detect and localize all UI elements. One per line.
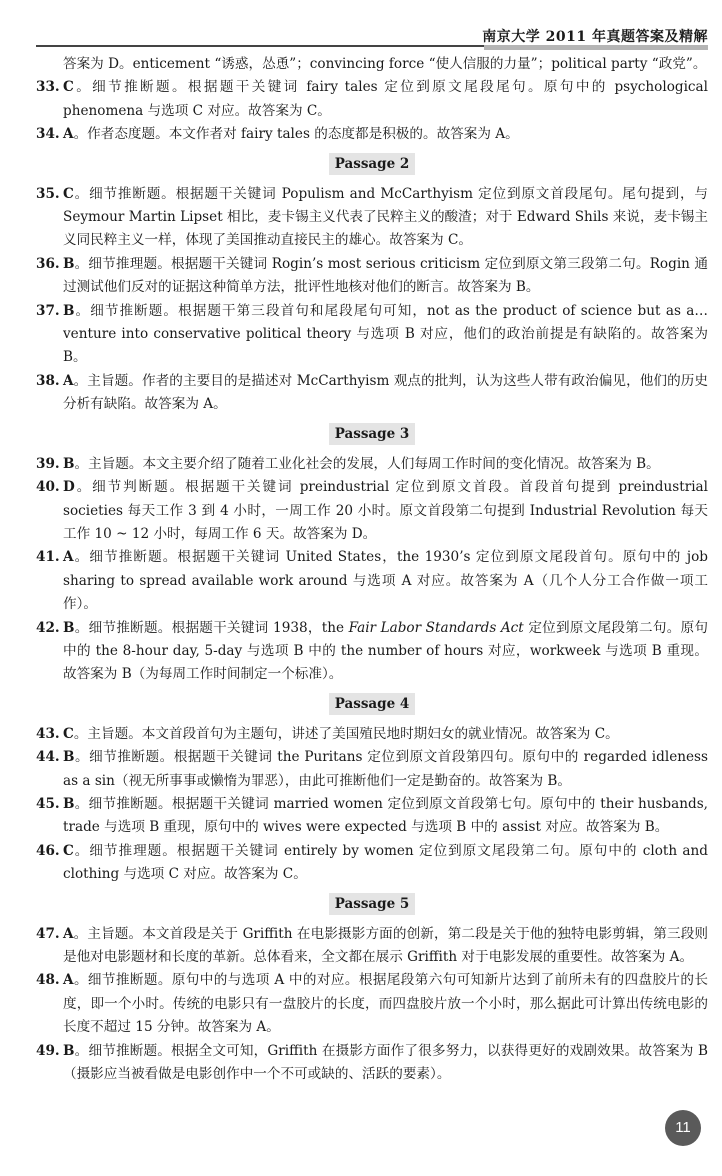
explanation-text: 。主旨题。本文首段是关于 Griffith 在电影摄影方面的创新，第二段是关于他的独特电影剪辑，第三段则是他对电影题材和长度的革新。总体看来，全文都在展示 Griffith 对于电影发展的重要性。故答案为 A。 (63, 925, 708, 965)
explanation-text: 。细节推断题。根据全文可知，Griffith 在摄影方面作了很多努力，以获得更好的戏剧效果。故答案为 B（摄影应当被看做是电影创作中一个不可或缺的、活跃的要素）。 (63, 1042, 708, 1083)
answer-letter: B (63, 255, 75, 272)
answer-item (36, 546, 708, 616)
item-number: 44. (36, 749, 60, 766)
answer-letter: C (63, 842, 74, 859)
explanation-text: 。细节推理题。根据题干关键词 Rogin’s most serious criticism 定位到原文第三段第二句。Rogin 通过测试他们反对的证据这种简单方法，批评性地核对他们的断言。故答案为 B。 (63, 255, 708, 296)
answer-item (36, 76, 708, 123)
explanation-text: 。细节推断题。根据题干关键词 United States，the 1930’s 定位到原文尾段首句。原句中的 job sharing to spread available work around 与选项 A 对应。故答案为 A（几个人分工合作做一项工作）。 (63, 549, 708, 613)
item-body (63, 723, 708, 746)
answer-letter: A (63, 972, 74, 989)
explanation-text: 。细节推断题。根据题干关键词 Populism and McCarthyism 定位到原文首段尾句。尾句提到，与 Seymour Martin Lipset 相比，麦卡锡主义代表了民粹主义的酸渣；对于 Edward Shils 来说，麦卡锡主义同民粹主义一样，体现了美国推动直接民主的雄心。故答案为 C。 (63, 185, 708, 249)
explanation-text: 。细节推理题。根据题干关键词 entirely by women 定位到原文尾段第二句。原句中的 cloth and clothing 与选项 C 对应。故答案为 C。 (63, 842, 708, 883)
explanation-text: 。主旨题。本文主要介绍了随着工业化社会的发展，人们每周工作时间的变化情况。故答案为 B。 (74, 455, 660, 472)
item-number: 43. (36, 725, 60, 742)
explanation-text: 。作者态度题。本文作者对 fairy tales 的态度都是积极的。故答案为 A。 (73, 126, 519, 143)
passage-heading-row (36, 893, 708, 915)
explanation-text: 。细节判断题。根据题干关键词 preindustrial 定位到原文首段。首段首句提到 preindustrial societies 每天工作 3 到 4 小时，一周工作 20 小时。原文首段第二句提到 Industrial Revolution 每天工作 10 ~ 12 小时，每周工作 6 天。故答案为 D。 (63, 479, 708, 542)
explanation-text: 。细节推断题。根据题干关键词 1938，the (74, 619, 349, 636)
passage-heading: Passage 4 (329, 693, 416, 715)
answer-letter: A (63, 925, 74, 942)
item-number: 37. (36, 302, 60, 319)
answer-item (36, 476, 708, 546)
answer-item (36, 300, 708, 370)
page-number: 11 (665, 1110, 701, 1146)
running-header: 南京大学 2011 年真题答案及精解 (482, 29, 708, 45)
item-body (63, 1040, 708, 1087)
passage-heading: Passage 2 (329, 153, 416, 175)
answer-item (36, 453, 708, 476)
explanation-text: 。细节推断题。原句中的与选项 A 中的对应。根据尾段第六句可知新片达到了前所未有的四盘胶片的长度，即一个小时。传统的电影只有一盘胶片的长度，而四盘胶片放一个小时，那么据此可计算出传统电影的长度不超过 15 分钟。故答案为 A。 (63, 972, 708, 1036)
item-number: 49. (36, 1042, 60, 1059)
item-body (63, 546, 708, 616)
answer-letter: B (63, 302, 75, 319)
answer-item (36, 253, 708, 300)
item-number: 39. (36, 455, 60, 472)
answer-letter: C (63, 79, 74, 96)
item-number: 47. (36, 925, 60, 942)
answer-letter: B (63, 619, 75, 636)
header-area (36, 29, 708, 53)
answer-item (36, 1040, 708, 1087)
act-title: Fair Labor Standards Act (348, 619, 524, 636)
explanation-text: 。主旨题。本文首段首句为主题句，讲述了美国殖民地时期妇女的就业情况。故答案为 C。 (73, 725, 619, 742)
item-body (63, 969, 708, 1039)
explanation-text: 。主旨题。作者的主要目的是描述对 McCarthyism 观点的批判，认为这些人带有政治偏见，他们的历史分析有缺陷。故答案为 A。 (63, 372, 708, 413)
passage-heading-row (36, 693, 708, 715)
passage-heading: Passage 5 (329, 893, 416, 915)
header-rule-band (484, 45, 708, 50)
answer-list (36, 76, 708, 1086)
answer-item (36, 183, 708, 253)
answer-letter: D (63, 479, 75, 496)
answer-item (36, 793, 708, 840)
answer-letter: B (63, 749, 75, 766)
item-number: 45. (36, 795, 60, 812)
item-number: 38. (36, 372, 60, 389)
passage-heading: Passage 3 (329, 423, 416, 445)
item-number: 36. (36, 255, 60, 272)
answer-letter: B (63, 1042, 75, 1059)
answer-item (36, 123, 708, 146)
answer-letter: B (63, 455, 75, 472)
explanation-text: 定位到原文尾段第二句。原句中的 the 8-hour day, 5-day 与选项 B 中的 the number of hours 对应，workweek 与选项 B 重现。故答案为 B（为每周工作时间制定一个标准）。 (63, 619, 708, 683)
item-body (63, 76, 708, 123)
item-number: 42. (36, 619, 60, 636)
item-number: 34. (36, 126, 60, 143)
answer-letter: C (63, 185, 74, 202)
explanation-text: 。细节推断题。根据题干关键词 fairy tales 定位到原文尾段尾句。原句中的 psychological phenomena 与选项 C 对应。故答案为 C。 (63, 79, 708, 119)
answer-item (36, 923, 708, 970)
item-body (63, 370, 708, 417)
item-body (63, 923, 708, 970)
explanation-text: 。细节推断题。根据题干关键词 married women 定位到原文首段第七句。原句中的 their husbands, trade 与选项 B 重现，原句中的 wives were expected 与选项 B 中的 assist 对应。故答案为 B。 (63, 795, 708, 836)
item-number: 41. (36, 549, 60, 566)
continuation-text: 答案为 D。enticement “诱惑，怂恿”；convincing force “使人信服的力量”；political party “政党”。 (63, 56, 707, 72)
item-body (63, 840, 708, 887)
answer-letter: A (63, 126, 74, 143)
item-body (63, 300, 708, 370)
explanation-text: 。细节推断题。根据题干关键词 the Puritans 定位到原文首段第四句。原句中的 regarded idleness as a sin（视无所事事或懒惰为罪恶），由此可推断他们一定是勤奋的。故答案为 B。 (63, 749, 708, 789)
answer-item (36, 617, 708, 687)
answer-item (36, 746, 708, 793)
passage-heading-row (36, 153, 708, 175)
answer-letter: A (63, 549, 74, 566)
item-body (63, 476, 708, 546)
item-body (63, 746, 708, 793)
item-body (63, 253, 708, 300)
item-body (63, 793, 708, 840)
item-body (63, 123, 708, 146)
answer-letter: B (63, 795, 75, 812)
item-number: 35. (36, 185, 60, 202)
answer-item (36, 370, 708, 417)
passage-heading-row (36, 423, 708, 445)
answer-letter: A (63, 372, 74, 389)
item-body (63, 617, 708, 687)
answer-item (36, 840, 708, 887)
page-number-row (36, 1110, 708, 1146)
item-body (63, 183, 708, 253)
answer-item (36, 723, 708, 746)
explanation-text: 。细节推断题。根据题干第三段首句和尾段尾句可知，not as the product of science but as a… venture into conservative political theory 与选项 B 对应，他们的政治前提是有缺陷的。故答案为 B。 (63, 302, 708, 366)
item-number: 33. (36, 79, 60, 96)
answer-letter: C (63, 725, 74, 742)
answer-item (36, 969, 708, 1039)
item-number: 48. (36, 972, 60, 989)
item-number: 46. (36, 842, 60, 859)
item-body (63, 453, 708, 476)
item-number: 40. (36, 479, 60, 496)
